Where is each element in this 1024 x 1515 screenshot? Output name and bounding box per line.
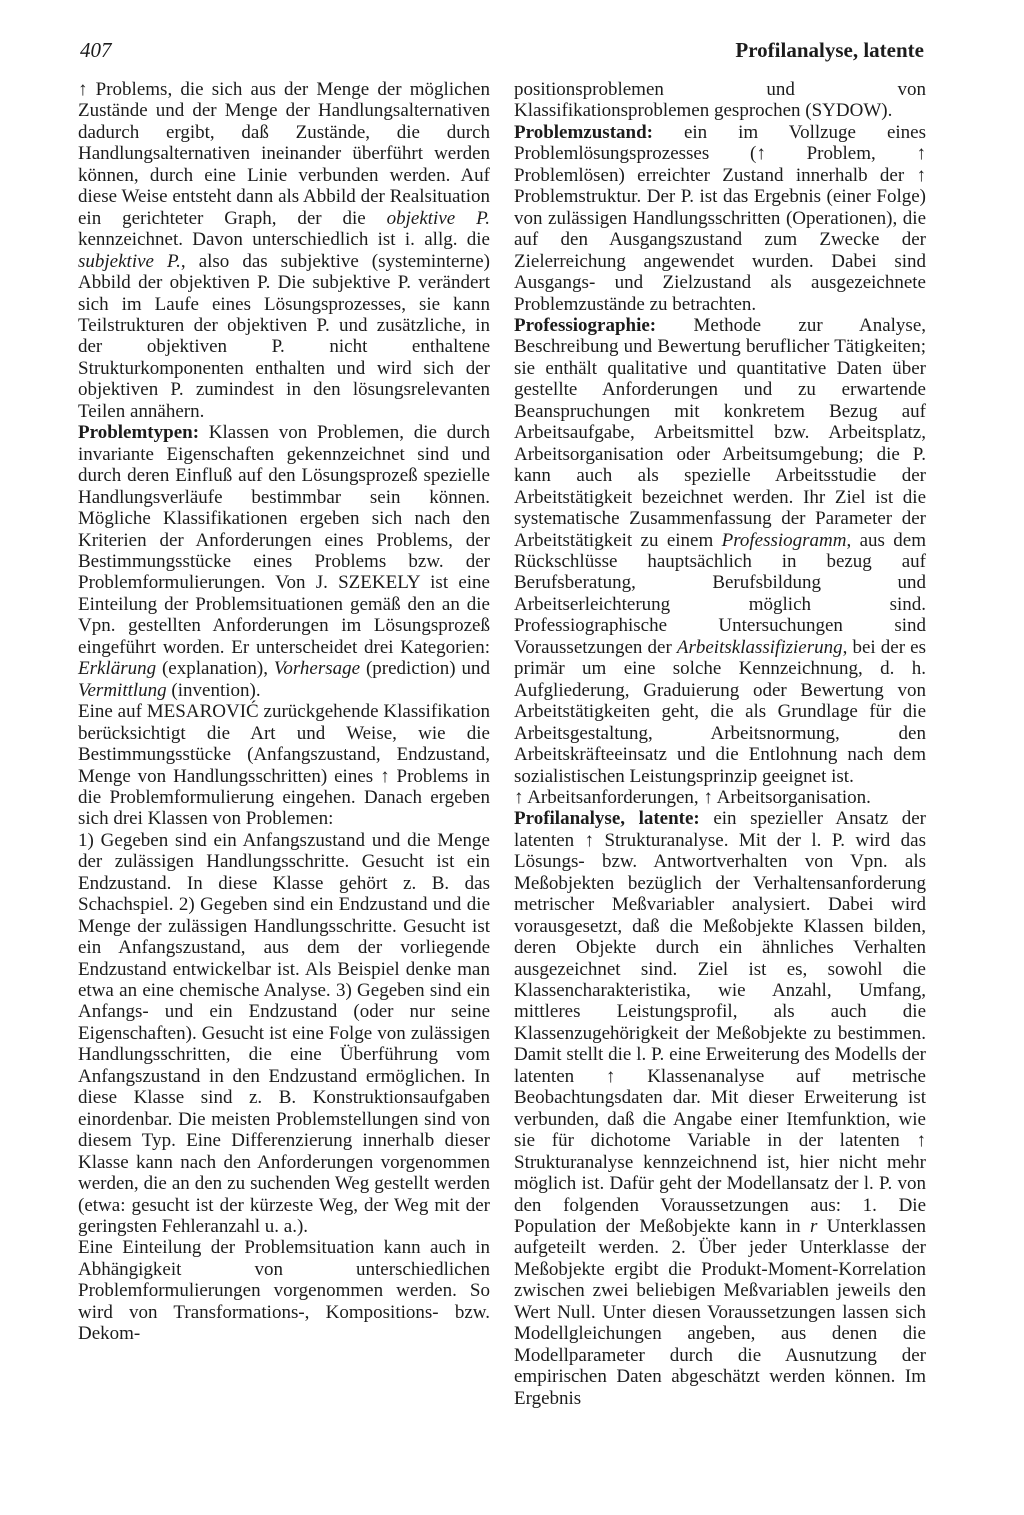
left-paragraph-mesarovic: Eine auf MESAROVIĆ zurückgehende Klassifikation berücksichtigt die Art und Weise, wie die Bestimmungsstücke (Anfangszustand, Endzustand, Menge von Handlungsschritten) eines ↑ Problems in die Problemformulierung eingehen. Danach ergeben sich drei Klassen von Problemen: (78, 701, 490, 830)
text-segment: ein im Vollzuge eines Problemlösungsprozesses (↑ Problem, ↑ Problemlösen) erreichter Zustand innerhalb der ↑ Problemstruktur. Der P. ist das Ergebnis (einer Folge) von zulässigen Handlungsschritten (Operationen), die auf den Ausgangszustand zum Zwecke der Zielerreichung angewendet wurden. Dabei sind Ausgangs- und Zielzustand als ausgezeichnete Problemzustände zu betrachten. (514, 121, 926, 315)
left-paragraph-formulations: Eine Einteilung der Problemsituation kann auch in Abhängigkeit von unterschiedlichen Problemformulierungen vorgenommen werden. So wird von Transformations-, Kompositions- bzw. Dekom- (78, 1237, 490, 1345)
entry-problemzustand (514, 122, 926, 315)
right-column (514, 79, 926, 1409)
emphasis-erklaerung: Erklärung (78, 658, 157, 680)
left-column (78, 79, 490, 1345)
emphasis-professiogramm: Professiogramm (721, 529, 847, 551)
emphasis-arbeitsklassifizierung: Arbeitsklassifizierung (676, 636, 843, 658)
page-number: 407 (80, 38, 112, 62)
emphasis-vorhersage: Vorhersage (273, 658, 361, 680)
cross-references: ↑ Arbeitsanforderungen, ↑ Arbeitsorganisation. (514, 786, 871, 808)
left-paragraph-classes: 1) Gegeben sind ein Anfangszustand und die Menge der zulässigen Handlungsschritte. Gesucht ist ein Endzustand. In diese Klasse gehört z. B. das Schachspiel. 2) Gegeben sind ein Endzustand und die Menge der zulässigen Handlungsschritte. Gesucht ist ein Anfangszustand, aus dem der vorliegende Endzustand entwickelbar ist. Als Beispiel denke man etwa an eine chemische Analyse. 3) Gegeben sind ein Anfangs- und ein Endzustand (oder nur seine Eigenschaften). Gesucht ist eine Folge von zulässigen Handlungsschritten, die eine Überführung vom Anfangszustand in den Endzustand ermöglichen. In diese Klasse sind z. B. Konstruktionsaufgaben einordenbar. Die meisten Problemstellungen sind von diesem Typ. Eine Differenzierung innerhalb dieser Klasse kann nach den Anforderungen vorgenommen werden, die an den zu suchenden Weg gestellt werden (etwa: gesucht ist der kürzeste Weg, der Weg mit der geringsten Fehleranzahl u. a.). (78, 829, 490, 1238)
left-paragraph-graph (78, 79, 490, 422)
emphasis-objektive-p: objektive P. (386, 207, 490, 229)
emphasis-r: r (810, 1216, 818, 1238)
entry-profilanalyse (514, 808, 926, 1409)
entry-term-professiographie: Professiographie: (514, 314, 657, 336)
text-segment: , aus dem Rückschlüsse hauptsächlich in bezug auf Berufsberatung, Berufsbildung und Arbeitserleichterung möglich sind. Professiographische Untersuchungen sind Voraussetzungen der (514, 529, 926, 658)
text-segment: ↑ Problems, die sich aus der Menge der möglichen Zustände und der Menge der Handlungsalternativen dadurch ergibt, daß Zustände, die durch Handlungsalternativen ineinander überführt werden können, durch eine Linie verbunden werden. Auf diese Weise entsteht dann als Abbild der Realsituation ein gerichteter Graph, der die (78, 79, 490, 229)
text-segment: (invention). (166, 679, 261, 701)
text-segment: Klassen von Problemen, die durch invariante Eigenschaften gekennzeichnet sind und durch deren Einfluß auf den Lösungsprozeß spezielle Handlungsverläufe bestimmbar sein können. Mögliche Klassifikationen ergeben sich nach den Kriterien der Anforderungen eines Problems, der Bestimmungsstücke eines Problems bzw. der Problemformulierungen. Von J. SZEKELY ist eine Einteilung der Problemsituationen gemäß den an die Vpn. gestellten Anforderungen im Lösungsprozeß eingeführt worden. Er unterscheidet drei Kategorien: (78, 422, 490, 658)
entry-term-problemzustand: Problemzustand: (514, 121, 653, 143)
entry-term-profilanalyse: Profilanalyse, latente: (514, 808, 700, 830)
right-paragraph-continuation: positionsproblemen und von Klassifikationsproblemen gesprochen (SYDOW). (514, 79, 926, 122)
text-segment: Unterklassen aufgeteilt werden. 2. Über jeder Unterklasse der Meßobjekte ergibt die Produkt-Moment-Korrelation zwischen zwei beliebigen Meßvariablen jeweils den Wert Null. Unter diesen Voraussetzungen lassen sich Modellgleichungen angeben, aus denen die Modellparameter durch die Ausnutzung der empirischen Daten abgeschätzt werden können. Im Ergebnis (514, 1216, 926, 1409)
entry-problemtypen (78, 422, 490, 701)
text-segment: ein spezieller Ansatz der latenten ↑ Strukturanalyse. Mit der l. P. wird das Lösungs- bzw. Antwortverhalten von Vpn. als Meßobjekten bezüglich der Verhaltensanforderung metrischer Meßvariabler analysiert. Dabei wird vorausgesetzt, daß die Meßobjekte Klassen bilden, deren Objekte durch ein ähnliches Verhalten ausgezeichnet sind. Ziel ist es, sowohl die Klassencharakteristika, wie Anzahl, Umfang, mittleres Leistungsprofil, als auch die Klassenzugehörigkeit der Meßobjekte zu bestimmen. Damit stellt die l. P. eine Erweiterung des Modells der latenten ↑ Klassenanalyse auf metrische Beobachtungsdaten dar. Mit dieser Erweiterung ist verbunden, daß die Angabe einer Itemfunktion, wie sie für dichotome Variable in der latenten ↑ Strukturanalyse kennzeichnend ist, hier nicht mehr möglich ist. Dafür geht der Modellansatz der l. P. von den folgenden Voraussetzungen aus: 1. Die Population der Meßobjekte kann in (514, 808, 926, 1238)
text-segment: (explanation), (156, 658, 274, 680)
entry-professiographie (514, 315, 926, 787)
emphasis-vermittlung: Vermittlung (78, 679, 167, 701)
entry-term-problemtypen: Problemtypen: (78, 422, 200, 444)
text-segment: kennzeichnet. Davon unterschiedlich ist i. allg. die (78, 229, 490, 251)
text-segment: , bei der es primär um eine solche Kennzeichnung, d. h. Aufgliederung, Graduierung oder Bewertung von Arbeitstätigkeiten geht, die als Grundlage für die Arbeitsgestaltung, Arbeitsnormung, den Arbeitskräfteeinsatz und die Entlohnung nach dem sozialistischen Leistungsprinzip geeignet ist. (514, 636, 926, 787)
text-segment: (prediction) und (360, 658, 490, 680)
emphasis-subjektive-p: subjektive P. (78, 250, 181, 272)
running-title: Profilanalyse, latente (735, 38, 924, 62)
text-segment: , also das subjektive (systeminterne) Abbild der objektiven P. Die subjektive P. verändert sich im Laufe eines Lösungsprozesses, sie kann Teilstrukturen der objektiven P. und zusätzliche, in der objektiven P. nicht enthaltene Strukturkomponenten enthalten und wird sich der objektiven P. zumindest in den lösungsrelevanten Teilen annähern. (78, 250, 490, 422)
text-segment: Methode zur Analyse, Beschreibung und Bewertung beruflicher Tätigkeiten; sie enthält qualitative und quantitative Daten über gestellte Anforderungen und zu erwartende Beanspruchungen mit konkretem Bezug auf Arbeitsaufgabe, Arbeitsmittel bzw. Arbeitsplatz, Arbeitsorganisation oder Arbeitsumgebung; die P. kann auch als spezielle Arbeitsstudie der Arbeitstätigkeit bezeichnet werden. Ihr Ziel ist die systematische Zusammenfassung der Parameter der Arbeitstätigkeit zu einem (514, 314, 926, 551)
